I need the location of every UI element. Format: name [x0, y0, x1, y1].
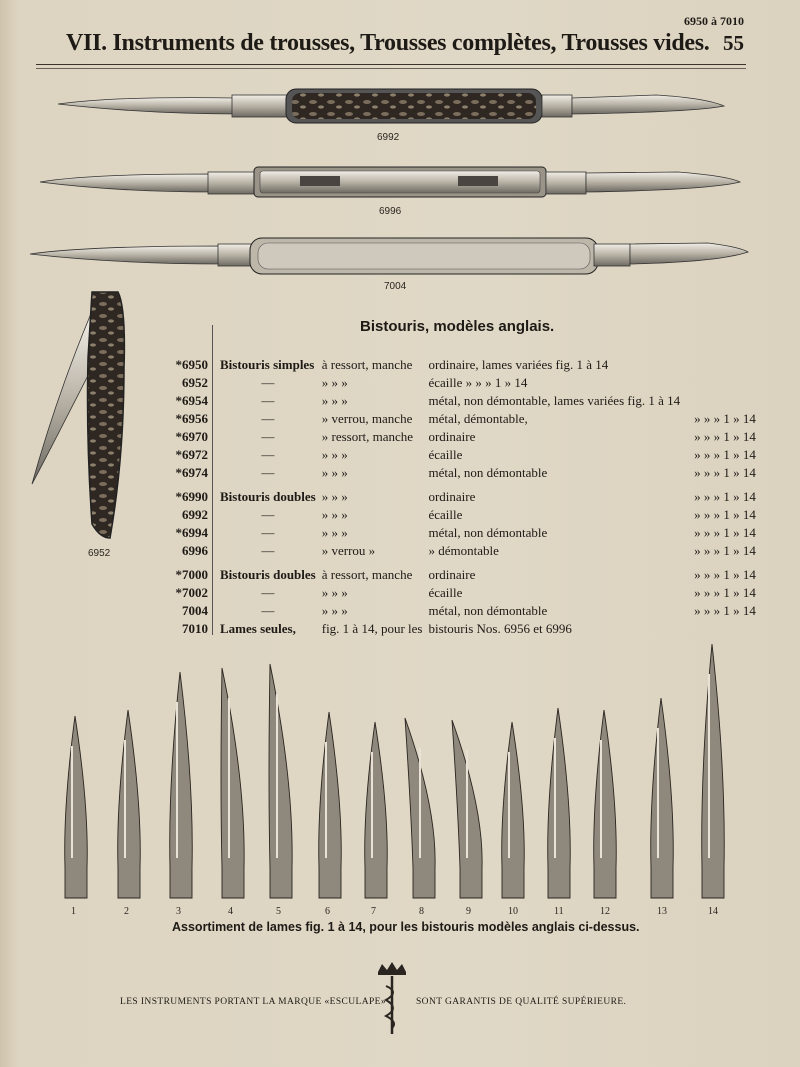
table-row: [160, 374, 756, 392]
blade-figure-11: [548, 708, 571, 898]
row-c1: —: [261, 603, 275, 618]
blade-figure-6: [319, 712, 342, 898]
figure-label-6952: 6952: [88, 548, 111, 559]
row-num: *7000: [175, 567, 208, 582]
assortment-caption: Assortiment de lames fig. 1 à 14, pour les bistouris modèles anglais ci-dessus.: [172, 920, 640, 934]
blade-label: 10: [508, 906, 518, 916]
blade-label: 2: [124, 906, 129, 916]
row-c2: » » »: [321, 447, 348, 462]
row-num: *6994: [175, 525, 208, 540]
footer-left-text: LES INSTRUMENTS PORTANT LA MARQUE «ESCULAPE»: [120, 997, 387, 1007]
row-c1: —: [261, 507, 275, 522]
row-c3: ordinaire: [428, 429, 476, 444]
row-num: *6990: [175, 489, 208, 504]
row-c3: écaille: [428, 447, 463, 462]
blade-label: 8: [419, 906, 424, 916]
blade-figure-1: [65, 716, 88, 898]
row-c2: » » »: [321, 375, 348, 390]
row-c4: » » » 1 » 14: [694, 567, 756, 582]
blade-label: 9: [466, 906, 471, 916]
row-c4: » » » 1 » 14: [694, 507, 756, 522]
row-c1: —: [261, 525, 275, 540]
section-title: Bistouris, modèles anglais.: [360, 318, 555, 335]
row-c2: » » »: [321, 585, 348, 600]
figure-label-6996: 6996: [379, 206, 402, 217]
row-c2: » » »: [321, 489, 348, 504]
row-c3: bistouris Nos. 6956 et 6996: [428, 621, 572, 636]
catalog-table: [160, 356, 756, 638]
row-c3: métal, non démontable: [428, 603, 548, 618]
row-c2: » » »: [321, 393, 348, 408]
figure-label-7004: 7004: [384, 281, 407, 292]
row-num: *6974: [175, 465, 208, 480]
blade-label: 5: [276, 906, 281, 916]
blade-figure-10: [502, 722, 525, 898]
page-range: 6950 à 7010: [684, 14, 744, 28]
row-num: *6972: [175, 447, 208, 462]
row-c2: fig. 1 à 14, pour les: [321, 621, 423, 636]
table-row: [160, 410, 756, 428]
row-c2: » » »: [321, 507, 348, 522]
row-c1: —: [261, 429, 275, 444]
row-c2: » verrou »: [321, 543, 376, 558]
row-c2: » » »: [321, 525, 348, 540]
blade-figure-7: [365, 722, 388, 898]
knife-6992-illustration: [56, 86, 726, 130]
blade-label: 3: [176, 906, 181, 916]
table-row: [160, 392, 756, 410]
row-c1: —: [261, 375, 275, 390]
blade-label: 13: [657, 906, 667, 916]
row-c1: Lames seules,: [220, 621, 296, 636]
row-c4: » » » 1 » 14: [694, 489, 756, 504]
blade-figure-3: [170, 672, 193, 898]
table-row: [160, 356, 756, 374]
page-number: 55: [723, 31, 744, 55]
row-num: 6952: [182, 375, 208, 390]
row-c3: métal, non démontable: [428, 525, 548, 540]
row-num: *7002: [175, 585, 208, 600]
row-c4: » » » 1 » 14: [694, 585, 756, 600]
row-c4: [694, 392, 756, 410]
row-c3: ordinaire: [428, 489, 476, 504]
blade-figure-14: [702, 644, 725, 898]
blade-assortment-illustration: [40, 640, 760, 916]
row-c2: à ressort, manche: [321, 567, 413, 582]
row-num: 6992: [182, 507, 208, 522]
row-c1: Bistouris doubles: [220, 489, 316, 504]
row-c2: » ressort, manche: [321, 429, 414, 444]
table-row: [160, 488, 756, 506]
row-c4: » » » 1 » 14: [694, 465, 756, 480]
knife-6996-illustration: [38, 164, 742, 202]
table-row: [160, 506, 756, 524]
table-row: [160, 602, 756, 620]
figure-label-6992: 6992: [377, 132, 400, 143]
row-c1: —: [261, 411, 275, 426]
row-num: *6970: [175, 429, 208, 444]
row-c1: —: [261, 585, 275, 600]
row-c1: —: [261, 465, 275, 480]
esculape-emblem-icon: [372, 962, 412, 1036]
row-c2: à ressort, manche: [321, 357, 413, 372]
row-c4: » » » 1 » 14: [694, 543, 756, 558]
row-c3: » démontable: [428, 543, 499, 558]
blade-figure-12: [594, 710, 617, 898]
blade-label: 7: [371, 906, 376, 916]
blade-figure-13: [651, 698, 674, 898]
table-row: [160, 464, 756, 482]
row-num: 6996: [182, 543, 208, 558]
row-c1: —: [261, 447, 275, 462]
row-c3: ordinaire: [428, 567, 476, 582]
row-c2: » verrou, manche: [321, 411, 413, 426]
row-c2: » » »: [321, 603, 348, 618]
row-c4: [694, 356, 756, 374]
table-row: [160, 620, 756, 638]
table-row: [160, 542, 756, 560]
table-row: [160, 584, 756, 602]
row-c1: —: [261, 393, 275, 408]
blade-figure-4: [221, 668, 244, 898]
knife-7004-illustration: [28, 234, 750, 278]
row-c4: » » » 1 » 14: [694, 447, 756, 462]
blade-figure-2: [118, 710, 141, 898]
blade-label: 4: [228, 906, 233, 916]
table-row: [160, 446, 756, 464]
row-c4: » » » 1 » 14: [694, 603, 756, 618]
row-c1: Bistouris simples: [220, 357, 315, 372]
row-c3: écaille » » » 1 » 14: [428, 375, 528, 390]
row-c1: Bistouris doubles: [220, 567, 316, 582]
header-rule-thin: [36, 68, 746, 69]
row-c3: métal, non démontable, lames variées fig. 1 à 14: [428, 393, 681, 408]
row-c2: » » »: [321, 465, 348, 480]
blade-label: 1: [71, 906, 76, 916]
row-c4: » » » 1 » 14: [694, 429, 756, 444]
row-c1: —: [261, 543, 275, 558]
blade-label: 11: [554, 906, 564, 916]
table-row: [160, 524, 756, 542]
row-num: 7010: [182, 621, 208, 636]
page-title: VII. Instruments de trousses, Trousses complètes, Trousses vides.: [66, 30, 710, 56]
knife-6952-illustration: [26, 288, 138, 544]
row-c3: écaille: [428, 507, 463, 522]
row-c4: [694, 620, 756, 638]
row-c4: » » » 1 » 14: [694, 525, 756, 540]
row-num: 7004: [182, 603, 208, 618]
table-row: [160, 566, 756, 584]
row-c4: » » » 1 » 14: [694, 411, 756, 426]
header-rule: [36, 64, 746, 65]
footer-right-text: SONT GARANTIS DE QUALITÉ SUPÉRIEURE.: [416, 997, 627, 1007]
row-c3: ordinaire, lames variées fig. 1 à 14: [428, 357, 609, 372]
row-c3: métal, démontable,: [428, 411, 528, 426]
blade-label: 12: [600, 906, 610, 916]
row-c3: métal, non démontable: [428, 465, 548, 480]
row-num: *6950: [175, 357, 208, 372]
row-num: *6954: [175, 393, 208, 408]
blade-figure-5: [269, 664, 292, 898]
blade-label: 6: [325, 906, 330, 916]
table-row: [160, 428, 756, 446]
row-c3: écaille: [428, 585, 463, 600]
row-c4: [694, 374, 756, 392]
row-num: *6956: [175, 411, 208, 426]
blade-label: 14: [708, 906, 718, 916]
